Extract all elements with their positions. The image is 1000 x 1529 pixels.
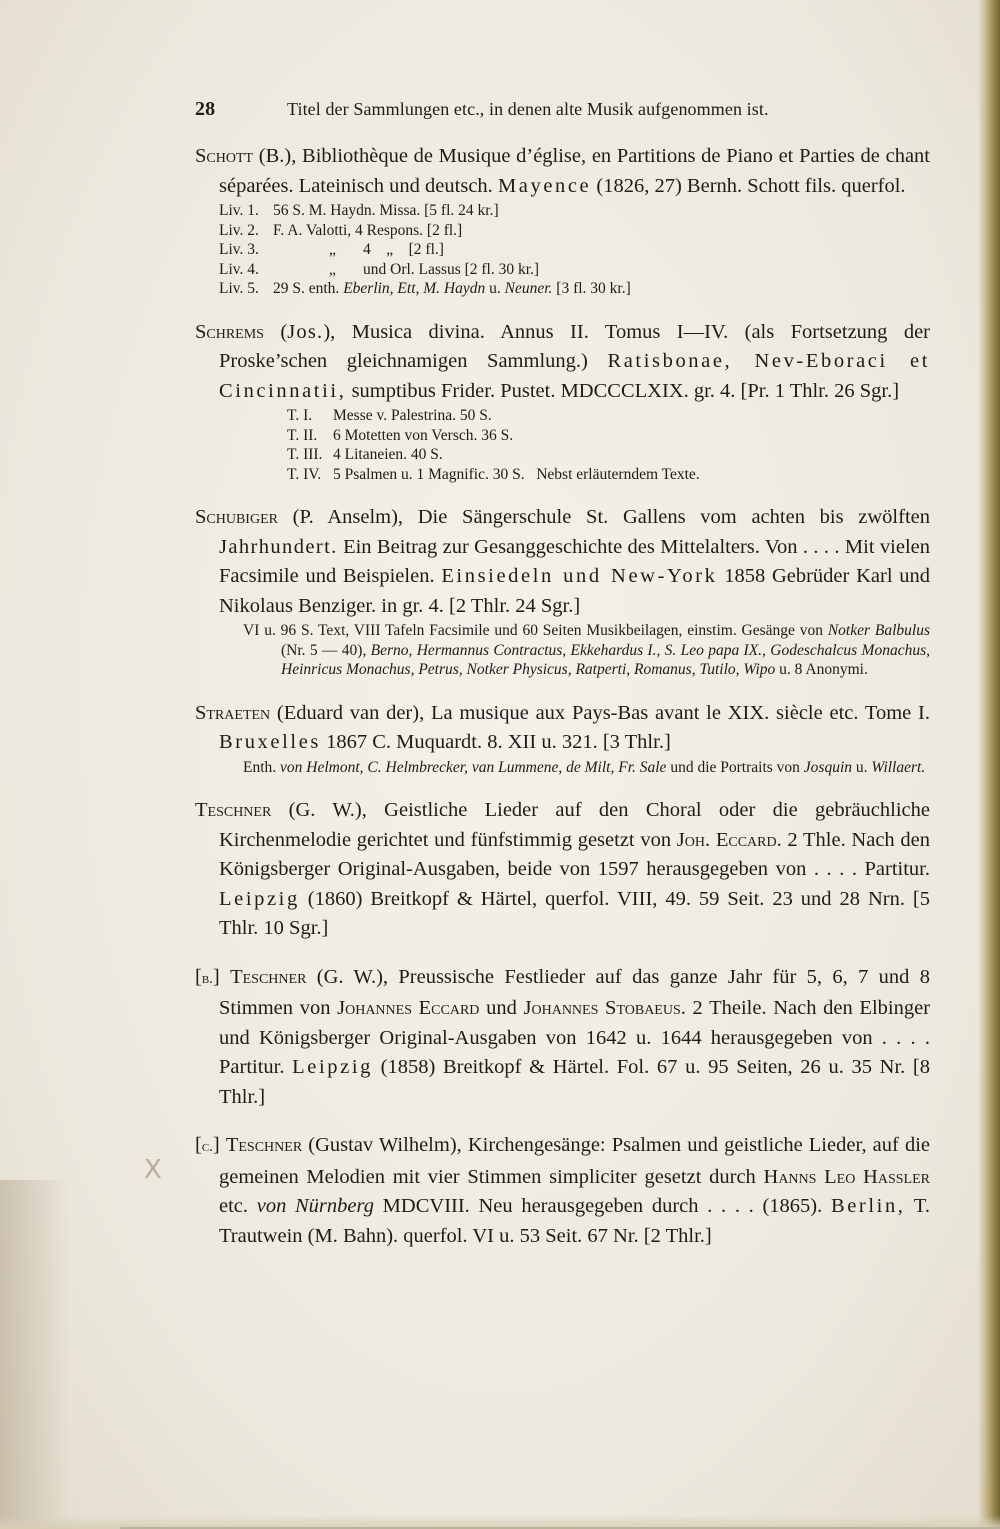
entry-marker: c. — [201, 1139, 213, 1155]
entry-marker: b. — [201, 970, 213, 987]
entry-text: 1867 C. Muquardt. 8. XII u. 321. [3 Thlr.] — [320, 731, 671, 753]
editor-name: Joh. Eccard. — [676, 828, 782, 851]
contents-text: VI u. 96 S. Text, VIII Tafeln Facsimile und 60 Seiten Musikbeilagen, einstim. Gesänge von — [243, 622, 828, 639]
entry-text: Jahrhundert. — [219, 535, 338, 558]
volume-label: Liv. 3. — [219, 241, 259, 258]
author-firstname: Jos. — [287, 320, 324, 343]
composer-names: Eberlin, Ett, M. Haydn — [343, 280, 486, 297]
entry-straeten — [195, 699, 930, 778]
entry-text: Ein Beitrag zur Gesanggeschichte des Mittelalters. Von . . . . Mit vielen Facsimile und Beispielen. — [219, 535, 930, 587]
volume-contents: u. — [485, 280, 505, 297]
editor-name: Johannes Eccard — [337, 997, 480, 1019]
entry-text: 1858 Gebrüder Karl und Nikolaus Benziger. in gr. 4. [2 Thlr. 24 Sgr.] — [219, 565, 930, 617]
entry-marker: ] — [212, 1134, 226, 1156]
contents-line — [219, 201, 930, 221]
entry-text: ( — [263, 320, 288, 343]
entry-schrems — [195, 318, 930, 485]
entry-text: (G. W.), Geistliche Lieder auf den Choral oder die gebräuchliche Kirchenmelodie gerichtet und fünfstimmig gesetzt von — [219, 799, 930, 851]
volume-contents: [3 fl. 30 kr.] — [552, 280, 631, 297]
author-name: Straeten — [195, 701, 271, 724]
contents-paragraph — [219, 758, 930, 778]
volume-label: T. IV. — [287, 465, 322, 483]
volume-label: Liv. 1. — [219, 202, 259, 219]
entry-teschner-c — [195, 1131, 930, 1251]
volume-contents: F. A. Valotti, 4 Respons. [2 fl.] — [273, 221, 463, 239]
contents-paragraph — [219, 621, 930, 680]
contents-line — [287, 406, 930, 426]
volume-contents: 56 S. M. Haydn. Missa. [5 fl. 24 kr.] — [273, 202, 499, 219]
volume-contents: „ 4 „ [2 fl.] — [329, 241, 444, 258]
entry-main-text — [195, 1131, 930, 1251]
entry-main-text — [195, 963, 930, 1113]
entry-text: 2 Theile. Nach den Elbinger und Königsberger Original-Ausgaben von 1642 u. 1644 herausgegeben von . . . . Partitur. — [219, 997, 931, 1078]
running-title: Titel der Sammlungen etc., in denen alte Musik aufgenommen ist. — [287, 99, 769, 119]
entry-text: ), Musica divina. Annus II. Tomus I—IV. (als Fortsetzung der Proske’schen gleichnamigen Sammlung.) — [219, 320, 930, 372]
composer-names: Neuner. — [504, 280, 553, 297]
place-of-publication: Ratisbonae, Nev-Eboraci et Cincinnatii, — [219, 350, 930, 402]
place-of-publication: Mayence — [497, 174, 592, 197]
entry-contents — [195, 406, 930, 484]
entry-text: und — [479, 997, 524, 1019]
page-stain — [0, 1180, 70, 1529]
volume-contents: 5 Psalmen u. 1 Magnific. 30 S. Nebst erläuterndem Texte. — [333, 465, 700, 483]
entry-text: (1826, 27) Bernh. Schott fils. querfol. — [591, 174, 906, 197]
contents-line — [287, 445, 930, 465]
entry-text: T. Trautwein (M. Bahn). querfol. VI u. 53 Seit. 67 Nr. [2 Thlr.] — [219, 1195, 930, 1247]
entry-marker: [ — [195, 965, 202, 988]
volume-contents: 6 Motetten von Versch. 36 S. — [333, 426, 514, 444]
entry-marker: ] — [212, 965, 231, 988]
volume-label: T. III. — [287, 446, 323, 463]
entry-contents — [195, 758, 930, 778]
volume-label: T. II. — [287, 426, 318, 444]
contents-text: Enth. — [243, 758, 281, 776]
volume-label: Liv. 4. — [219, 260, 259, 278]
entry-teschner-a — [195, 796, 930, 944]
volume-contents: 29 S. enth. — [273, 280, 344, 297]
entry-schubiger — [195, 503, 930, 680]
composer-names: von Helmont, C. Helmbrecker, van Lummene, de Milt, Fr. Sale — [280, 758, 667, 776]
entry-main-text — [195, 503, 930, 621]
contents-line — [287, 465, 930, 485]
author-name: Schott — [195, 145, 254, 167]
entry-teschner-b — [195, 963, 930, 1113]
entry-text: MDCVIII. Neu herausgegeben durch . . . . (1865). — [373, 1195, 831, 1217]
entry-text: (1858) Breitkopf & Härtel. Fol. 67 u. 95 Seiten, 26 u. 35 Nr. [8 Thlr.] — [219, 1056, 930, 1108]
composer-names: Berno, Hermannus Contractus, Ekkehardus I., S. Leo papa IX., Godeschalcus Monachus, Heinricus Monachus, Petrus, Notker Physicus, Ratperti, Romanus, Tutilo, Wipo — [281, 641, 930, 678]
entry-marker: [ — [195, 1134, 202, 1156]
contents-line — [287, 426, 930, 446]
bibliography-list — [195, 142, 930, 1270]
volume-contents: Messe v. Palestrina. 50 S. — [333, 407, 492, 424]
volume-label: Liv. 5. — [219, 280, 259, 297]
composer-names: Willaert. — [871, 758, 926, 776]
entry-text: (G. W.), Preussische Festlieder auf das ganze Jahr für 5, 6, 7 und 8 Stimmen von — [219, 965, 930, 1019]
author-name: Schrems — [195, 320, 264, 343]
entry-text: sumptibus Frider. Pustet. MDCCCLXIX. gr. 4. [Pr. 1 Thlr. 26 Sgr.] — [346, 379, 900, 402]
contents-line — [219, 260, 930, 280]
author-name: Teschner — [225, 1134, 303, 1156]
entry-text: 2 Thle. Nach den Königsberger Original-Ausgaben, beide von 1597 herausgegeben von . . . . Partitur. — [219, 828, 930, 880]
volume-contents: 4 Litaneien. 40 S. — [333, 446, 443, 463]
entry-text: (1860) Breitkopf & Härtel, querfol. VIII, 49. 59 Seit. 23 und 28 Nrn. [5 Thlr. 10 Sgr.] — [219, 887, 930, 939]
author-name: Schubiger — [195, 506, 278, 528]
page-edge-shadow — [978, 0, 1000, 1529]
running-header — [195, 98, 935, 121]
place-of-publication: Berlin, — [830, 1195, 906, 1217]
contents-line — [219, 221, 930, 241]
entry-schott — [195, 142, 930, 299]
contents-line — [219, 279, 930, 299]
place-of-publication: Einsiedeln und New-York — [441, 565, 718, 587]
contents-text: und die Portraits von — [666, 758, 804, 776]
entry-main-text — [195, 699, 930, 758]
entry-text-italic: von Nürnberg — [256, 1195, 374, 1217]
editor-name: Johannes Stobaeus. — [523, 997, 686, 1019]
editor-name: Hanns Leo Hassler — [763, 1165, 930, 1188]
entry-main-text — [195, 318, 930, 407]
entry-text: (Eduard van der), La musique aux Pays-Bas avant le XIX. siècle etc. Tome I. — [270, 701, 930, 724]
volume-contents: „ und Orl. Lassus [2 fl. 30 kr.] — [329, 260, 540, 278]
volume-label: Liv. 2. — [219, 221, 259, 239]
place-of-publication: Leipzig — [292, 1056, 373, 1078]
entry-text: etc. — [219, 1195, 257, 1217]
contents-line — [219, 240, 930, 260]
entry-contents — [195, 201, 930, 299]
page-number: 28 — [195, 98, 216, 120]
entry-main-text — [195, 142, 930, 201]
contents-text: u. 8 Anonymi. — [775, 661, 868, 678]
volume-label: T. I. — [287, 407, 313, 424]
author-name: Teschner — [195, 799, 272, 821]
place-of-publication: Bruxelles — [219, 731, 321, 753]
composer-names: Notker Balbulus — [827, 622, 930, 639]
composer-names: Josquin — [803, 758, 853, 776]
entry-text: (P. Anselm), Die Sängerschule St. Gallens vom achten bis zwölften — [277, 506, 930, 528]
entry-text: (B.), Bibliothèque de Musique d’église, en Partitions de Piano et Parties de chant séparées. Lateinisch und deutsch. — [219, 145, 930, 197]
entry-text: (Gustav Wilhelm), Kirchengesänge: Psalmen und geistliche Lieder, auf die gemeinen Melodien mit vier Stimmen simpliciter gesetzt durch — [219, 1134, 931, 1188]
contents-text: (Nr. 5 — 40), — [281, 641, 371, 659]
place-of-publication: Leipzig — [219, 887, 300, 910]
margin-pencil-mark: X — [144, 1155, 162, 1185]
entry-main-text — [195, 796, 930, 944]
author-name: Teschner — [230, 965, 307, 988]
entry-contents — [195, 621, 930, 680]
contents-text: u. — [852, 758, 872, 776]
